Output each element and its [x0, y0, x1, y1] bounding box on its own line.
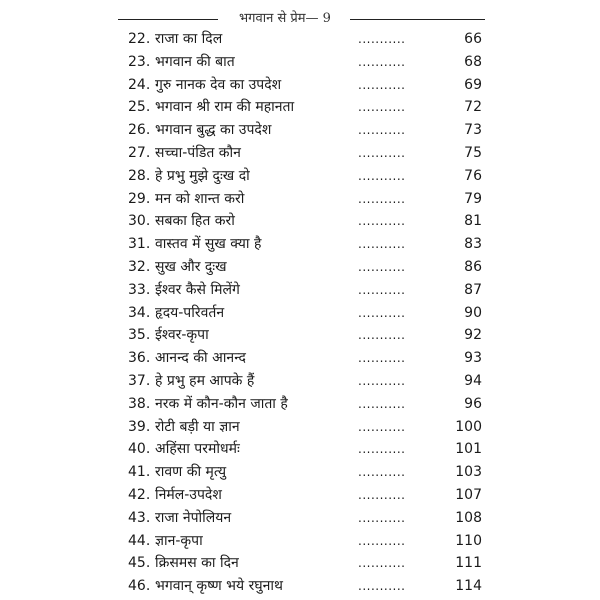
- entry-page-number: 72: [464, 99, 482, 116]
- entry-page-number: 93: [464, 350, 482, 367]
- entry-number: 37.: [128, 372, 151, 389]
- dot-leader: ...........: [358, 465, 406, 480]
- dot-leader: ...........: [358, 168, 406, 183]
- entry-page-number: 107: [455, 486, 482, 503]
- dot-leader: ...........: [358, 419, 406, 434]
- entry-title: भगवान की बात: [155, 53, 235, 70]
- entry-page-number: 81: [464, 213, 482, 230]
- entry-number: 36.: [128, 350, 151, 367]
- header-rule-right: [350, 19, 485, 20]
- entry-number: 31.: [128, 236, 151, 253]
- dot-leader: ...........: [358, 373, 406, 388]
- toc-entry: [0, 119, 600, 142]
- toc-entry: [0, 393, 600, 416]
- entry-page-number: 101: [455, 441, 482, 458]
- entry-title: मन को शान्त करो: [155, 190, 245, 207]
- entry-title: सुख और दुःख: [155, 258, 227, 275]
- entry-number: 41.: [128, 464, 151, 481]
- entry-title: रावण की मृत्यु: [155, 464, 227, 481]
- entry-number: 34.: [128, 304, 151, 321]
- entry-title: आनन्द की आनन्द: [155, 350, 246, 367]
- dot-leader: ...........: [358, 328, 406, 343]
- toc-entry: [0, 484, 600, 507]
- entry-number: 22.: [128, 31, 151, 47]
- entry-number: 45.: [128, 555, 151, 572]
- entry-title: गुरु नानक देव का उपदेश: [155, 76, 282, 93]
- entry-title: ईश्वर कैसे मिलेंगे: [155, 281, 240, 298]
- toc-entry: [0, 188, 600, 211]
- entry-page-number: 83: [464, 236, 482, 253]
- toc-entry: [0, 461, 600, 484]
- dot-leader: ...........: [358, 533, 406, 548]
- entry-number: 24.: [128, 76, 151, 93]
- dot-leader: ...........: [358, 77, 406, 92]
- entry-title: निर्मल-उपदेश: [155, 486, 222, 503]
- entry-page-number: 111: [455, 555, 482, 572]
- entry-title: सच्चा-पंडित कौन: [155, 144, 241, 161]
- table-of-contents: [0, 28, 600, 598]
- dot-leader: ...........: [358, 100, 406, 115]
- toc-entry: [0, 96, 600, 119]
- entry-number: 27.: [128, 144, 151, 161]
- toc-entry: [0, 507, 600, 530]
- toc-entry: [0, 28, 600, 51]
- entry-number: 26.: [128, 122, 151, 139]
- entry-number: 33.: [128, 281, 151, 298]
- toc-entry: [0, 51, 600, 74]
- entry-title: हे प्रभु मुझे दुःख दो: [155, 167, 250, 184]
- entry-page-number: 92: [464, 327, 482, 344]
- dot-leader: ...........: [358, 510, 406, 525]
- dot-leader: ...........: [358, 214, 406, 229]
- toc-entry: [0, 347, 600, 370]
- entry-page-number: 66: [464, 31, 482, 47]
- toc-entry: [0, 74, 600, 97]
- entry-title: राजा नेपोलियन: [155, 509, 232, 526]
- dot-leader: ...........: [358, 123, 406, 138]
- dot-leader: ...........: [358, 396, 406, 411]
- entry-page-number: 69: [464, 76, 482, 93]
- entry-title: भगवान बुद्ध का उपदेश: [155, 122, 272, 139]
- dot-leader: ...........: [358, 487, 406, 502]
- toc-entry: [0, 233, 600, 256]
- toc-entry: [0, 256, 600, 279]
- entry-number: 29.: [128, 190, 151, 207]
- dot-leader: ...........: [358, 54, 406, 69]
- toc-entry: [0, 438, 600, 461]
- toc-entry: [0, 324, 600, 347]
- header-rule-left: [118, 19, 218, 20]
- entry-title: हृदय-परिवर्तन: [155, 304, 225, 321]
- entry-title: सबका हित करो: [155, 213, 235, 230]
- entry-title: क्रिसमस का दिन: [155, 555, 239, 572]
- entry-title: भगवान श्री राम की महानता: [155, 99, 295, 116]
- entry-page-number: 76: [464, 167, 482, 184]
- toc-entry: [0, 575, 600, 598]
- toc-entry: [0, 416, 600, 439]
- entry-number: 40.: [128, 441, 151, 458]
- entry-title: राजा का दिल: [155, 31, 223, 47]
- entry-page-number: 110: [455, 532, 482, 549]
- entry-title: भगवान् कृष्ण भये रघुनाथ: [155, 578, 283, 595]
- toc-entry: [0, 279, 600, 302]
- dot-leader: ...........: [358, 305, 406, 320]
- entry-page-number: 103: [455, 464, 482, 481]
- entry-number: 23.: [128, 53, 151, 70]
- entry-page-number: 94: [464, 372, 482, 389]
- dot-leader: ...........: [358, 259, 406, 274]
- toc-entry: [0, 210, 600, 233]
- entry-page-number: 68: [464, 53, 482, 70]
- entry-number: 35.: [128, 327, 151, 344]
- dot-leader: ...........: [358, 237, 406, 252]
- entry-title: अहिंसा परमोधर्मः: [155, 441, 240, 458]
- running-head: भगवान से प्रेम— 9: [239, 11, 331, 26]
- entry-number: 25.: [128, 99, 151, 116]
- entry-number: 46.: [128, 578, 151, 595]
- entry-number: 39.: [128, 418, 151, 435]
- entry-page-number: 86: [464, 258, 482, 275]
- entry-page-number: 114: [455, 578, 482, 595]
- entry-page-number: 90: [464, 304, 482, 321]
- entry-page-number: 96: [464, 395, 482, 412]
- dot-leader: ...........: [358, 191, 406, 206]
- entry-page-number: 87: [464, 281, 482, 298]
- entry-number: 38.: [128, 395, 151, 412]
- toc-entry: [0, 552, 600, 575]
- toc-entry: [0, 370, 600, 393]
- toc-entry: [0, 165, 600, 188]
- entry-number: 30.: [128, 213, 151, 230]
- entry-title: वास्तव में सुख क्या है: [155, 236, 262, 253]
- entry-page-number: 79: [464, 190, 482, 207]
- entry-number: 44.: [128, 532, 151, 549]
- entry-title: ईश्वर-कृपा: [155, 327, 209, 344]
- entry-page-number: 75: [464, 144, 482, 161]
- entry-title: रोटी बड़ी या ज्ञान: [155, 418, 240, 435]
- toc-entry: [0, 142, 600, 165]
- dot-leader: ...........: [358, 32, 406, 46]
- dot-leader: ...........: [358, 145, 406, 160]
- dot-leader: ...........: [358, 282, 406, 297]
- dot-leader: ...........: [358, 579, 406, 594]
- entry-title: ज्ञान-कृपा: [155, 532, 203, 549]
- toc-entry: [0, 302, 600, 325]
- dot-leader: ...........: [358, 556, 406, 571]
- entry-page-number: 108: [455, 509, 482, 526]
- entry-title: हे प्रभु हम आपके हैं: [155, 372, 255, 389]
- toc-entry: [0, 530, 600, 553]
- dot-leader: ...........: [358, 442, 406, 457]
- entry-number: 42.: [128, 486, 151, 503]
- entry-title: नरक में कौन-कौन जाता है: [155, 395, 288, 412]
- entry-number: 32.: [128, 258, 151, 275]
- entry-page-number: 73: [464, 122, 482, 139]
- page-header: [0, 8, 600, 28]
- dot-leader: ...........: [358, 351, 406, 366]
- entry-number: 43.: [128, 509, 151, 526]
- entry-page-number: 100: [455, 418, 482, 435]
- entry-number: 28.: [128, 167, 151, 184]
